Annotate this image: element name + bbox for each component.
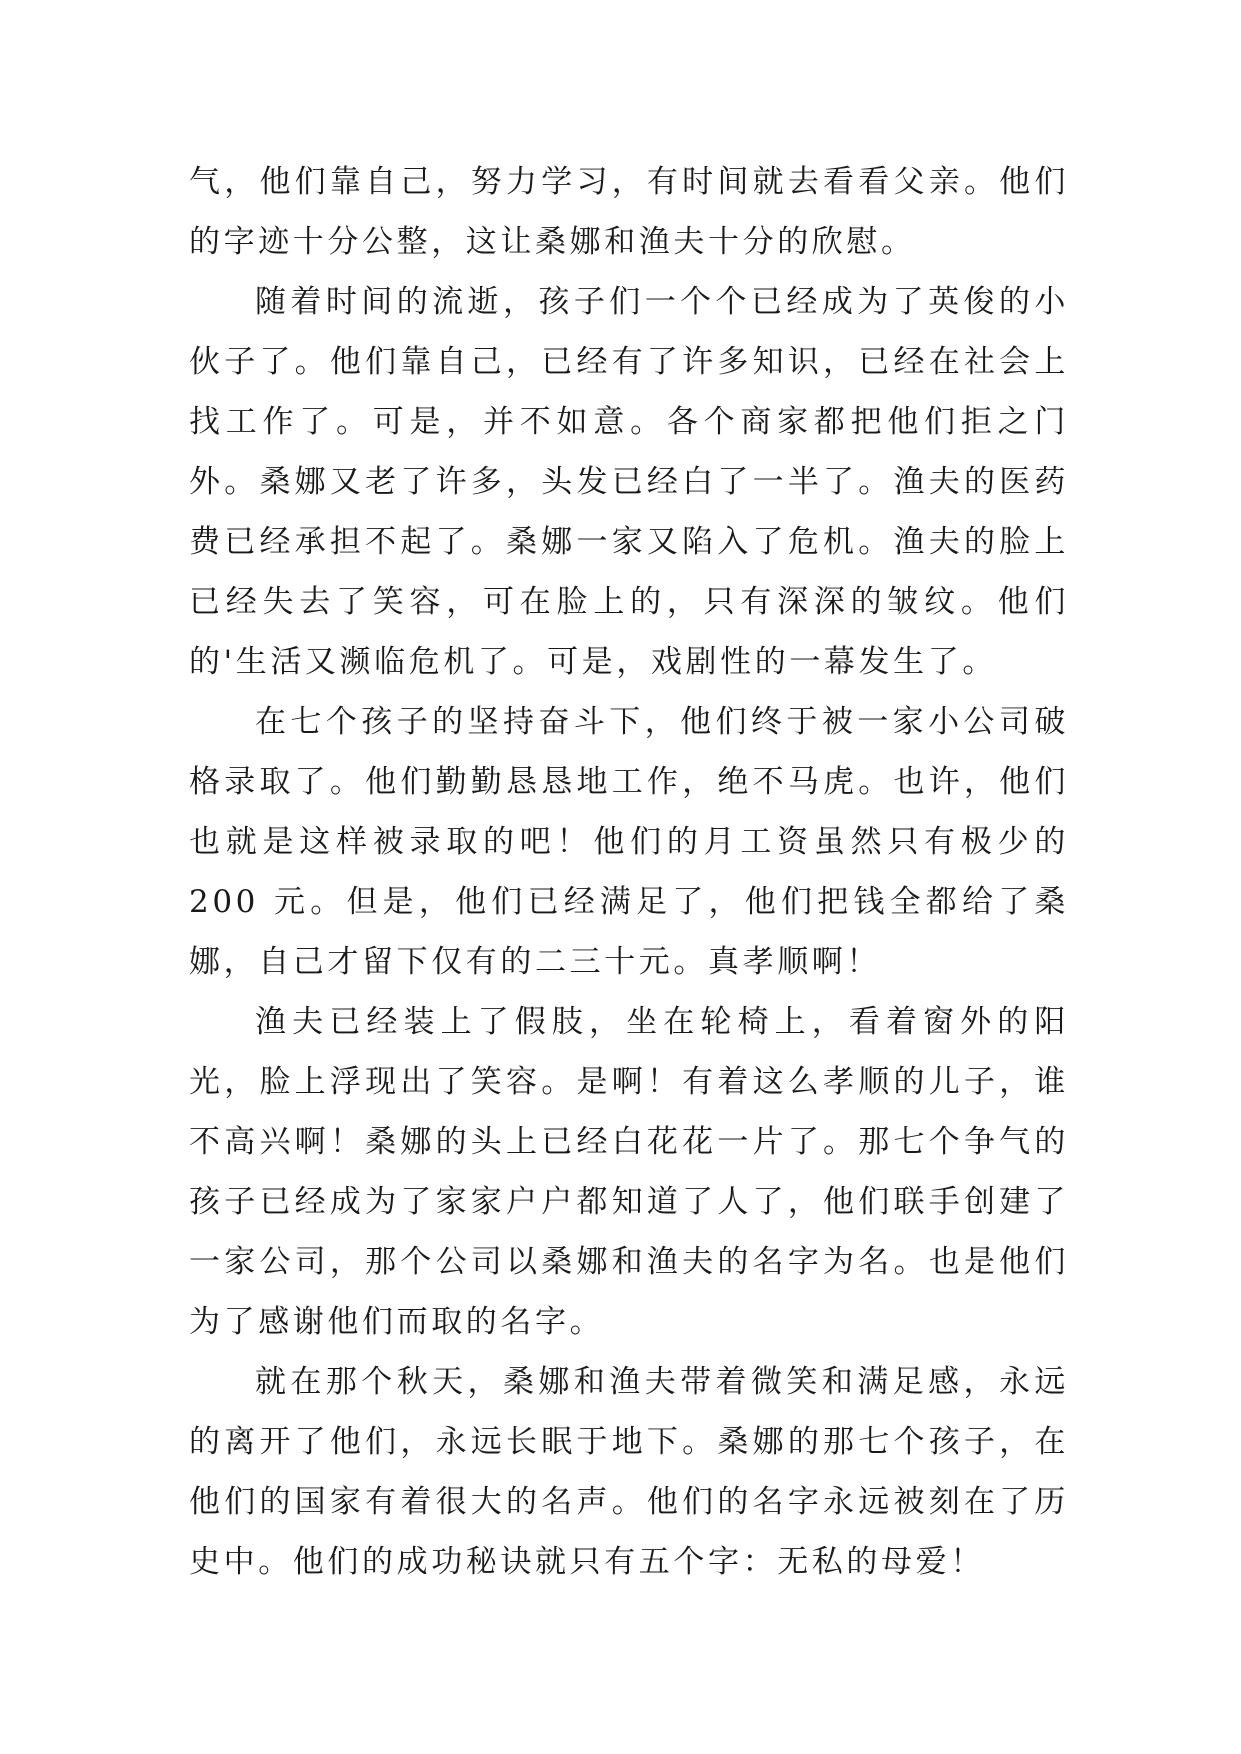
paragraph-2: 随着时间的流逝，孩子们一个个已经成为了英俊的小伙子了。他们靠自己，已经有了许多知识，已经在社会上找工作了。可是，并不如意。各个商家都把他们拒之门外。桑娜又老了许多，头发已经白了一半了。渔夫的医药费已经承担不起了。桑娜一家又陷入了危机。渔夫的脸上已经失去了笑容，可在脸上的，只有深深的皱纹。他们的'生活又濒临危机了。可是，戏剧性的一幕发生了。 xyxy=(189,284,1069,680)
document-body xyxy=(189,152,1069,1592)
paragraph-1: 气，他们靠自己，努力学习，有时间就去看看父亲。他们的字迹十分公整，这让桑娜和渔夫十分的欣慰。 xyxy=(189,164,1069,260)
paragraph-4: 渔夫已经装上了假肢，坐在轮椅上，看着窗外的阳光，脸上浮现出了笑容。是啊！有着这么孝顺的儿子，谁不高兴啊！桑娜的头上已经白花花一片了。那七个争气的孩子已经成为了家家户户都知道了人了，他们联手创建了一家公司，那个公司以桑娜和渔夫的名字为名。也是他们为了感谢他们而取的名字。 xyxy=(189,1004,1069,1340)
paragraph-3: 在七个孩子的坚持奋斗下，他们终于被一家小公司破格录取了。他们勤勤恳恳地工作，绝不马虎。也许，他们也就是这样被录取的吧！他们的月工资虽然只有极少的 200 元。但是，他们已经满足了，他们把钱全都给了桑娜，自己才留下仅有的二三十元。真孝顺啊！ xyxy=(189,704,1069,980)
paragraph-5: 就在那个秋天，桑娜和渔夫带着微笑和满足感，永远的离开了他们，永远长眠于地下。桑娜的那七个孩子，在他们的国家有着很大的名声。他们的名字永远被刻在了历史中。他们的成功秘诀就只有五个字：无私的母爱！ xyxy=(189,1364,1069,1580)
